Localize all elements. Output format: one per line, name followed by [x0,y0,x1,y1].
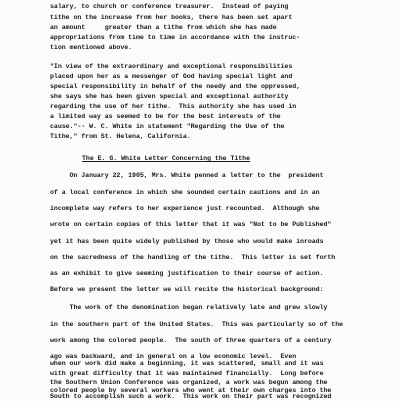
quote-line: placed upon her as a messenger of God having special light and [50,73,293,80]
text-line: on the sacredness of the handling of the tithe. This letter is set forth [50,254,336,261]
text-line: of a local conference in which she sounded certain cautions and in an [50,189,320,196]
quote-line: she says she has been given special and exceptional authority [50,93,289,100]
text-line: with great difficulty that it was maintained financially. Long before [50,370,324,377]
text-line: in the southern part of the United States. This was particularly so of the [50,321,344,328]
text-line: South to accomplish such a work. This work on their part was recognized [50,393,332,400]
quote-line: "In view of the extraordinary and exceptional responsibilities [50,63,293,70]
text-line: salary, to church or conference treasurer. Instead of paying [50,3,289,10]
text-line: appropriations from time to time in accordance with the instruc- [50,34,301,41]
text-line: the Southern Union Conference was organized, a work was begun among the [50,379,328,386]
quote-line: cause."-- W. C. White in statement "Regarding the Use of the [50,123,285,130]
text-line: wrote on certain copies of this letter that it was "Not to be Published" [50,221,332,228]
text-line: an amount greater than a tithe from which she has made [50,24,277,31]
text-line: work among the colored people. The south of three quarters of a century [50,337,332,344]
quote-line: regarding the use of her tithe. This authority she has used in [50,103,297,110]
text-line: tithe on the increase from her books, there has been set apart [50,14,293,21]
text-line: tion mentioned above. [50,44,133,51]
text-line: ago was backward, and in general on a low economic level. Even [50,353,297,360]
text-line: colored people by several workers who went at their own charges into the [50,387,332,394]
quote-line: special responsibility in behalf of the needy and the oppressed, [50,83,301,90]
text-line: yet it has been quite widely published by those who would make inroads [50,238,324,245]
text-line: incomplete way refers to her experience just recounted. Although she [50,205,320,212]
text-line: The work of the denomination began relatively late and grew slowly [50,304,328,311]
text-line: when our work did make a beginning, it was scattered, small and it was [50,360,324,367]
section-heading: The E. G. White Letter Concerning the Tithe [82,155,250,162]
quote-line: Tithe," from St. Helena, California. [50,133,191,140]
text-line: On January 22, 1905, Mrs. White penned a letter to the president [50,172,324,179]
text-line: Before we present the letter we will recite the historical background: [50,286,324,293]
quote-line: a limited way as seemed to be for the best interests of the [50,113,281,120]
text-line: as an exhibit to give seeming justification to their course of action. [50,270,324,277]
